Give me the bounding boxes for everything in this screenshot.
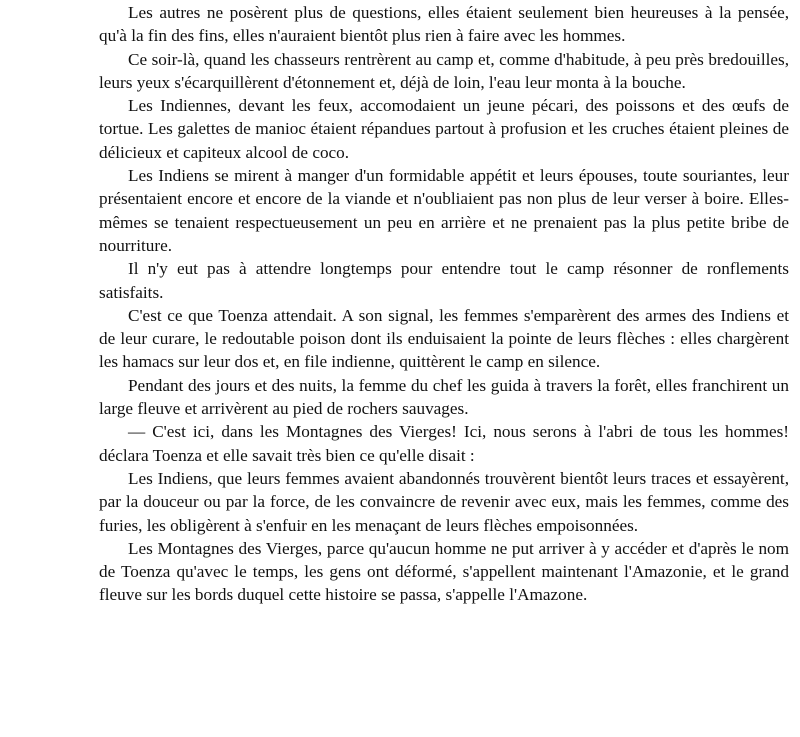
paragraph: Pendant des jours et des nuits, la femme du chef les guida à travers la forêt, elles franchirent un large fleuve et arrivèrent au pied de rochers sauvages.	[99, 375, 789, 419]
paragraph: C'est ce que Toenza attendait. A son signal, les femmes s'emparèrent des armes des Indiens et de leur curare, le redoutable poison dont ils enduisaient la pointe de leurs flèches : elles chargèrent les hamacs sur leur dos et, en file indienne, quittèrent le camp en silence.	[99, 305, 789, 372]
paragraph: Les autres ne posèrent plus de questions, elles étaient seulement bien heureuses à la pensée, qu'à la fin des fins, elles n'auraient bientôt plus rien à faire avec les hommes.	[99, 3, 789, 46]
paragraph: Ce soir-là, quand les chasseurs rentrèrent au camp et, comme d'habitude, à peu près bredouilles, leurs yeux s'écarquillèrent d'étonnement et, déjà de loin, l'eau leur monta à la bouche.	[99, 49, 789, 92]
paragraph: Les Indiens se mirent à manger d'un formidable appétit et leurs épouses, toute souriantes, leur présentaient encore et encore de la viande et n'oubliaient pas non plus de leur verser à boire. Elles-mêmes se tenaient respectueusement un peu en arrière et ne prenaient pas la plus petite bribe de nourriture.	[99, 166, 789, 255]
paragraph: Les Montagnes des Vierges, parce qu'aucun homme ne put arriver à y accéder et d'après le nom de Toenza qu'avec le temps, les gens ont déformé, s'appellent maintenant l'Amazonie, et le grand fleuve sur les bords duquel cette histoire se passa, s'appelle l'Amazone.	[99, 538, 789, 605]
paragraph: Les Indiennes, devant les feux, accomodaient un jeune pécari, des poissons et des œufs de tortue. Les galettes de manioc étaient répandues partout à profusion et les cruches étaient pleines de délicieux et capiteux alcool de coco.	[99, 96, 789, 162]
page-text	[99, 0, 789, 607]
paragraph: Il n'y eut pas à attendre longtemps pour entendre tout le camp résonner de ronflements satisfaits.	[99, 259, 789, 302]
paragraph: Les Indiens, que leurs femmes avaient abandonnés trouvèrent bientôt leurs traces et essayèrent, par la douceur ou par la force, de les convaincre de revenir avec eux, mais les femmes, comme des furies, les obligèrent à s'enfuir en les menaçant de leurs flèches empoisonnées.	[99, 468, 789, 535]
dialogue-paragraph: — C'est ici, dans les Montagnes des Vierges! Ici, nous serons à l'abri de tous les hommes! déclara Toenza et elle savait très bien ce qu'elle disait :	[99, 422, 789, 465]
